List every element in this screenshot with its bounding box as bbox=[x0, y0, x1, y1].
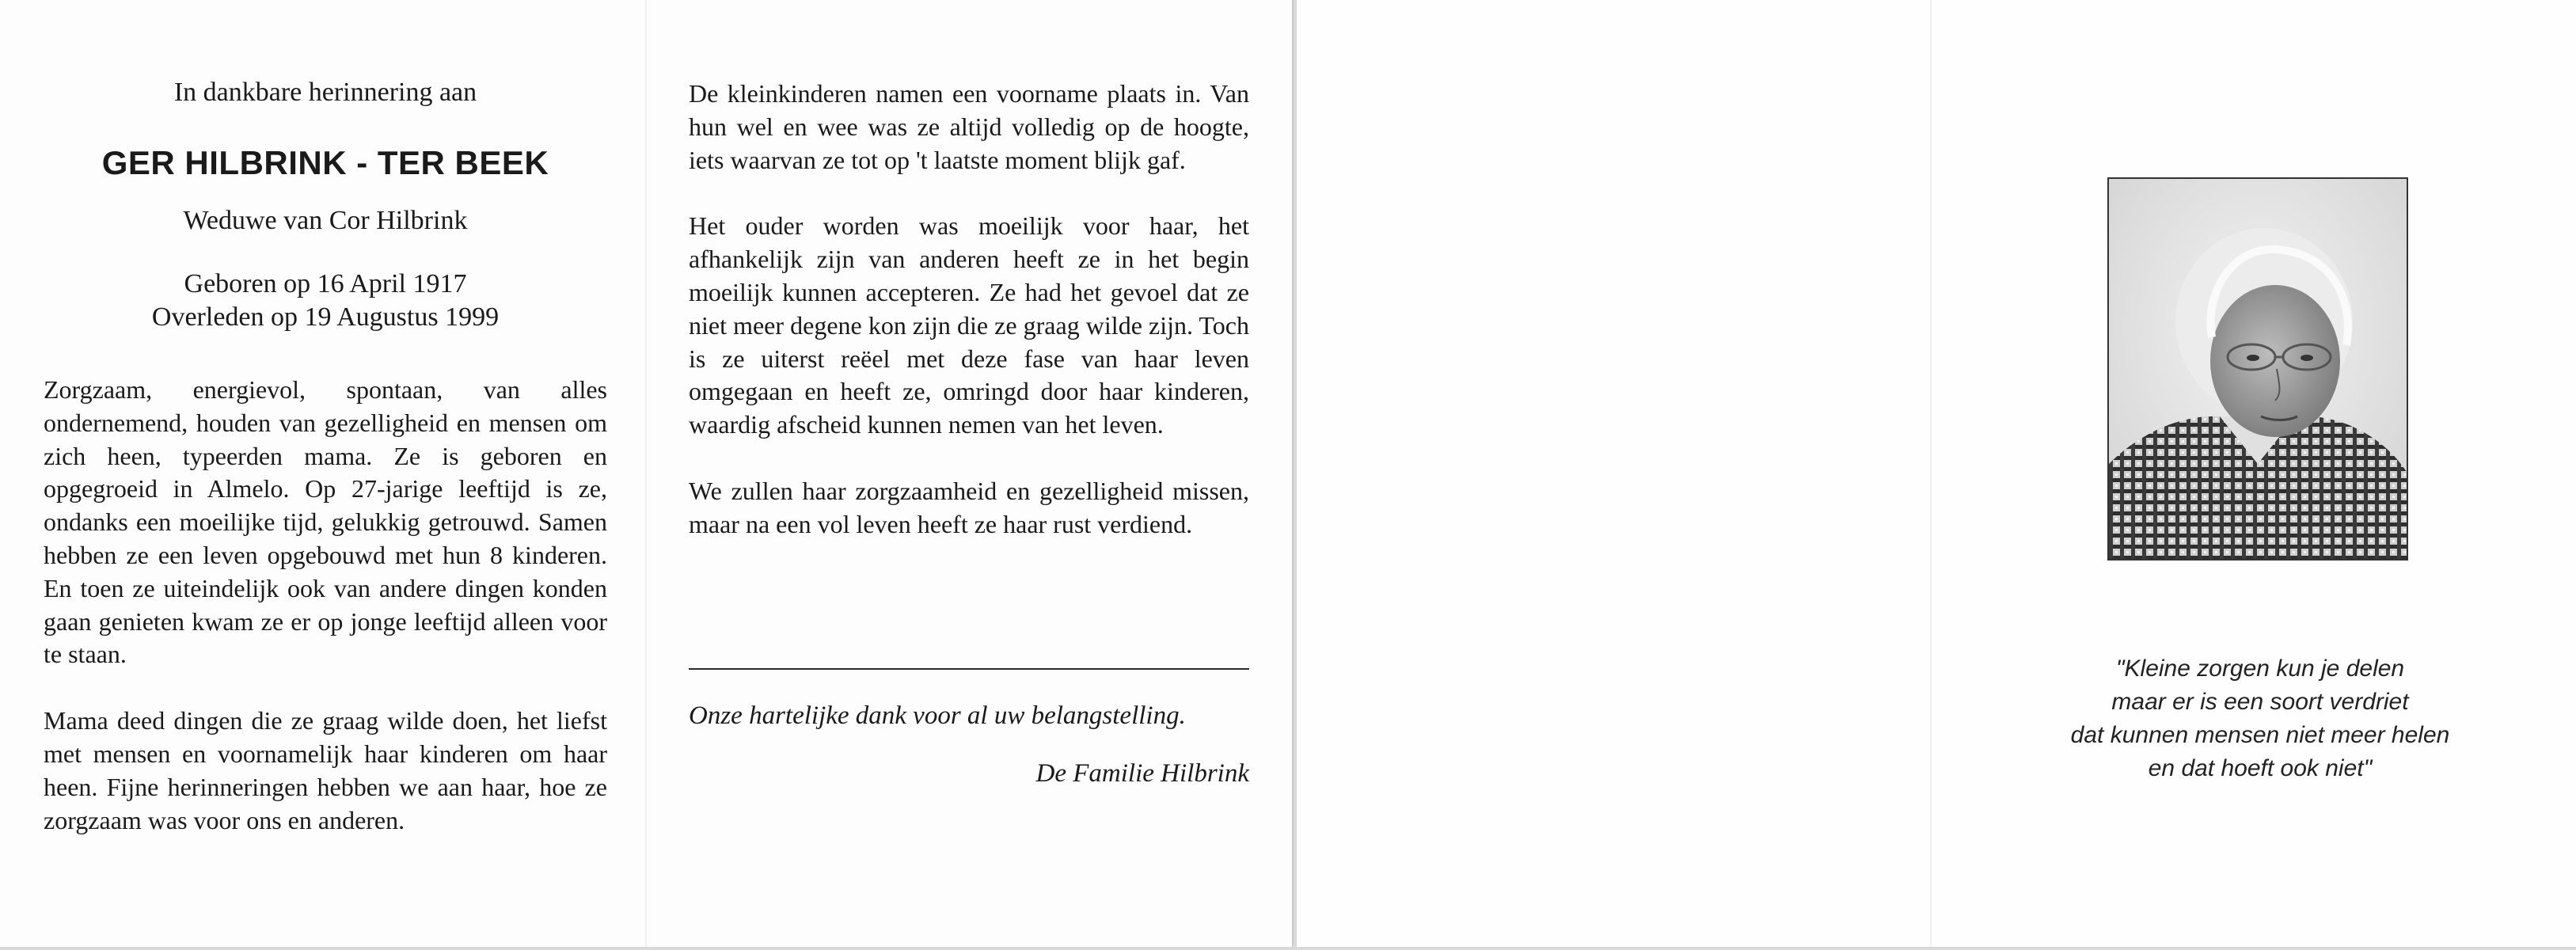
intro-text: In dankbare herinnering aan bbox=[173, 78, 477, 107]
life-dates bbox=[44, 268, 607, 334]
fold-line bbox=[1930, 0, 1932, 947]
middle-panel bbox=[689, 63, 1249, 788]
quote-line: "Kleine zorgen kun je delen bbox=[2115, 656, 2405, 682]
quote-line: dat kunnen mensen niet meer helen bbox=[2070, 722, 2450, 748]
fold-line bbox=[645, 0, 647, 947]
death-date: Overleden op 19 Augustus 1999 bbox=[151, 302, 500, 332]
family-signature: De Familie Hilbrink bbox=[1035, 758, 1249, 788]
memorial-quote bbox=[2011, 652, 2510, 785]
quote-line: maar er is een soort verdriet bbox=[2111, 689, 2409, 715]
tribute-paragraph-3: De kleinkinderen namen een voorname plaats in. Van hun wel en wee was ze altijd volledig op de hoogte, iets waarvan ze tot op 't laatste moment blijk gaf. bbox=[689, 79, 1249, 174]
birth-date: Geboren op 16 April 1917 bbox=[184, 269, 467, 298]
left-panel bbox=[44, 63, 607, 837]
widow-of-text: Weduwe van Cor Hilbrink bbox=[183, 206, 468, 235]
deceased-name: GER HILBRINK - TER BEEK bbox=[101, 144, 549, 181]
portrait-photo bbox=[2107, 177, 2408, 560]
tribute-paragraph-4: Het ouder worden was moeilijk voor haar, het afhankelijk zijn van anderen heeft ze in het begin moeilijk kunnen accepteren. Ze had het gevoel dat ze niet meer degene kon zijn die ze graag wilde zijn. Toch is ze uiterst reëel met deze fase van haar leven omgegaan en heeft ze, omringd door haar kinderen, waardig afscheid kunnen nemen van het leven. bbox=[689, 211, 1249, 439]
divider-line bbox=[689, 668, 1249, 670]
tribute-paragraph-2: Mama deed dingen die ze graag wilde doen, het liefst met mensen en voornamelijk haar kinderen om haar heen. Fijne herinneringen hebben we aan haar, hoe ze zorgzaam was voor ons en anderen. bbox=[44, 706, 607, 834]
tribute-paragraph-5: We zullen haar zorgzaamheid en gezelligheid missen, maar na een vol leven heeft ze haar rust verdiend. bbox=[689, 476, 1249, 538]
quote-line: en dat hoeft ook niet" bbox=[2148, 755, 2373, 781]
portrait-image bbox=[2109, 179, 2407, 559]
tribute-paragraph-1: Zorgzaam, energievol, spontaan, van alles ondernemend, houden van gezelligheid en mensen om zich heen, typeerden mama. Ze is geboren en opgegroeid in Almelo. Op 27-jarige leeftijd is ze, ondanks een moeilijke tijd, gelukkig getrouwd. Samen hebben ze een leven opgebouwd met hun 8 kinderen. En toen ze uiteindelijk ook van andere dingen konden gaan genieten kwam ze er op jonge leeftijd alleen voor te staan. bbox=[44, 375, 607, 669]
thanks-text: Onze hartelijke dank voor al uw belangstelling. bbox=[689, 701, 1186, 730]
